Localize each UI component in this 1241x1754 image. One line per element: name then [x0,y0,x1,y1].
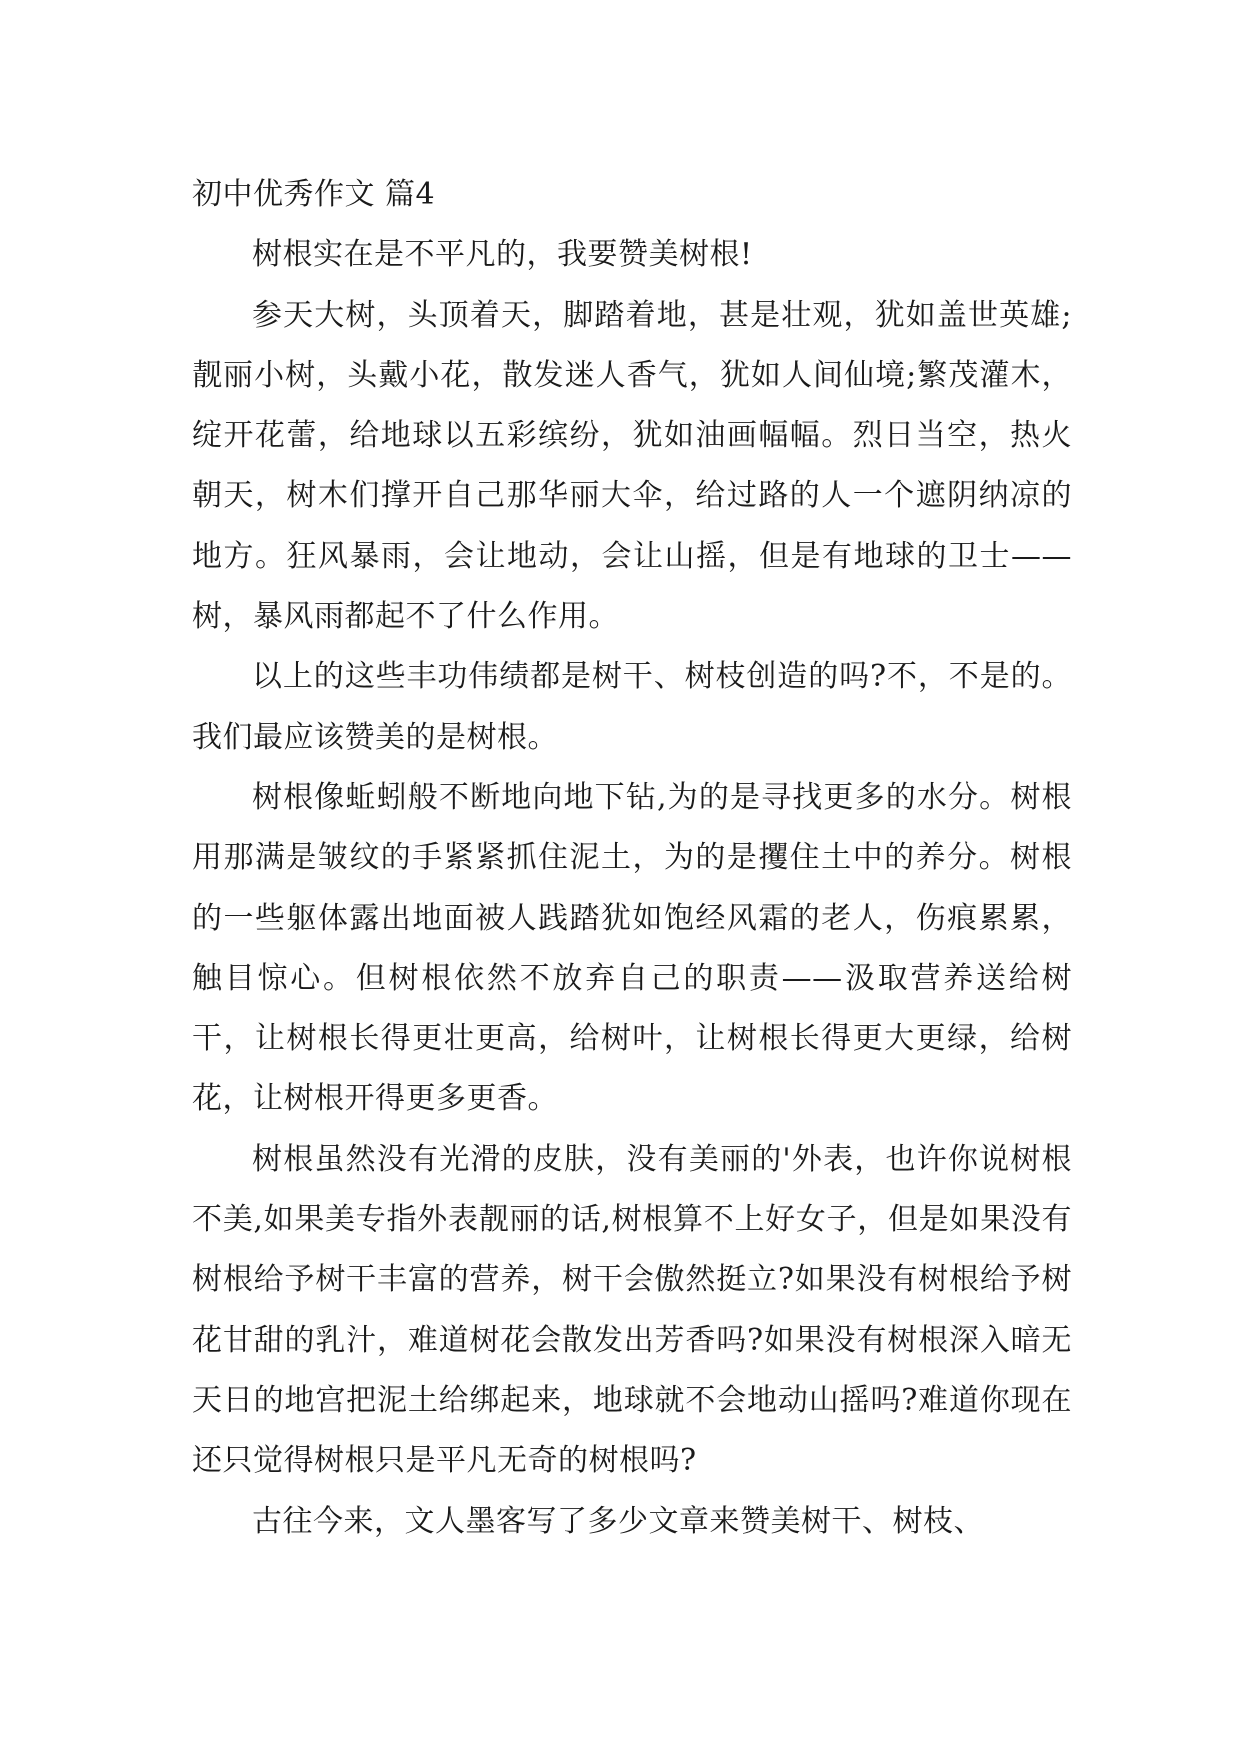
document-title: 初中优秀作文 篇4 [192,177,436,212]
paragraph: 参天大树，头顶着天，脚踏着地，甚是壮观，犹如盖世英雄;靓丽小树，头戴小花，散发迷人香气，犹如人间仙境;繁茂灌木，绽开花蕾，给地球以五彩缤纷，犹如油画幅幅。烈日当空，热火朝天，树木们撑开自己那华丽大伞，给过路的人一个遮阴纳凉的地方。狂风暴雨，会让地动，会让山摇，但是有地球的卫士——树，暴风雨都起不了什么作用。 [192,297,1072,635]
paragraph: 树根虽然没有光滑的皮肤，没有美丽的'外表，也许你说树根不美,如果美专指外表靓丽的话,树根算不上好女子，但是如果没有树根给予树干丰富的营养，树干会傲然挺立?如果没有树根给予树花甘甜的乳汁，难道树花会散发出芳香吗?如果没有树根深入暗无天日的地宫把泥土给绑起来，地球就不会地动山摇吗?难道你现在还只觉得树根只是平凡无奇的树根吗? [192,1141,1072,1479]
paragraph: 古往今来，文人墨客写了多少文章来赞美树干、树枝、 [252,1503,984,1539]
paragraph: 以上的这些丰功伟绩都是树干、树枝创造的吗?不，不是的。我们最应该赞美的是树根。 [192,659,1072,755]
document-body [192,165,1072,1552]
paragraph: 树根像蚯蚓般不断地向地下钻,为的是寻找更多的水分。树根用那满是皱纹的手紧紧抓住泥土，为的是攫住土中的养分。树根的一些躯体露出地面被人践踏犹如饱经风霜的老人，伤痕累累，触目惊心。但树根依然不放弃自己的职责——汲取营养送给树干，让树根长得更壮更高，给树叶，让树根长得更大更绿，给树花，让树根开得更多更香。 [192,779,1072,1117]
paragraph: 树根实在是不平凡的，我要赞美树根! [252,237,753,273]
